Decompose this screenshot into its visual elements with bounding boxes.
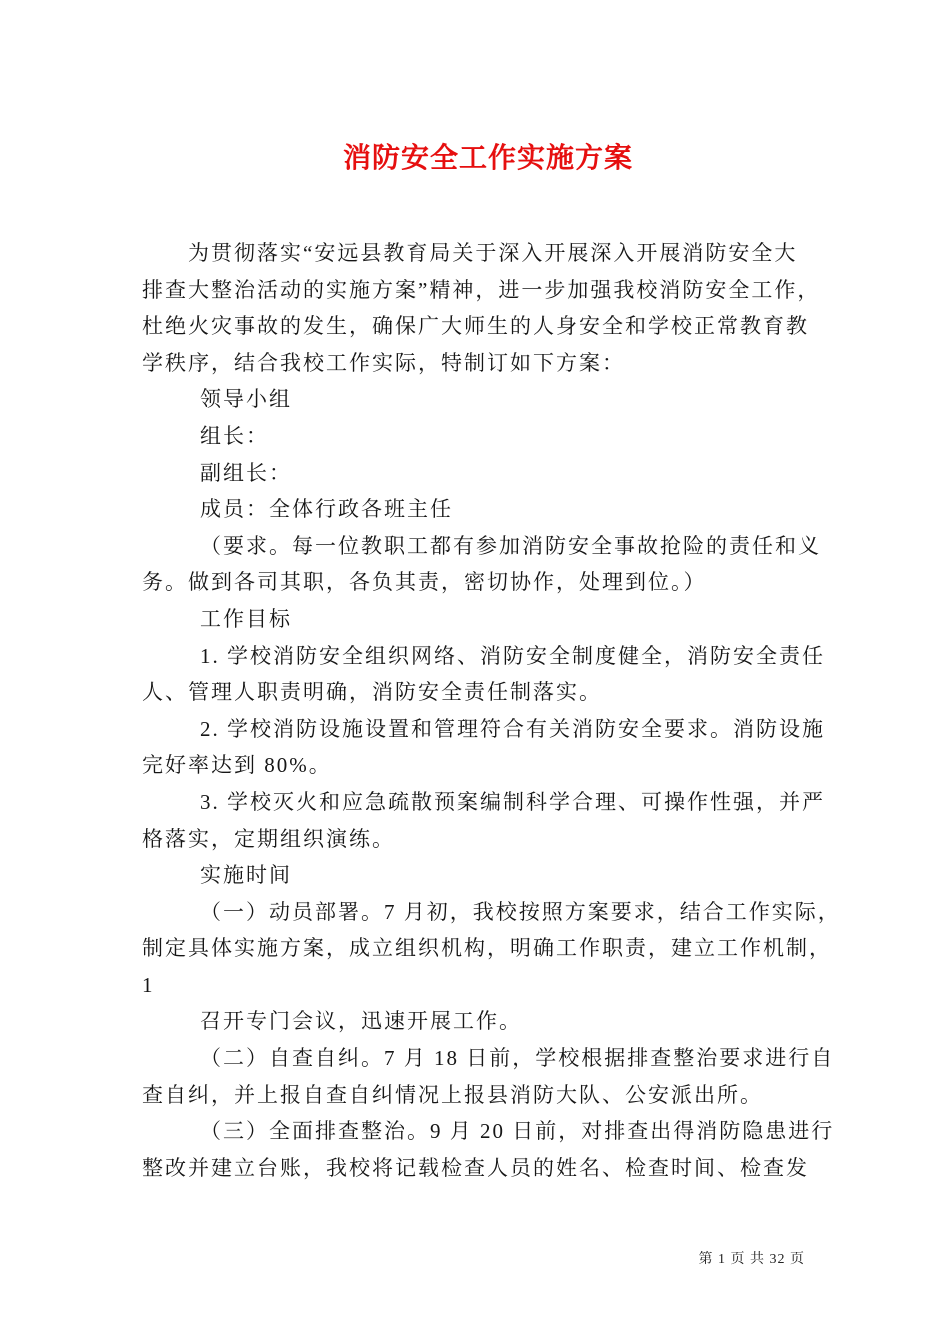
text-line: 实施时间	[200, 863, 292, 888]
text-line: 成员：全体行政各班主任	[200, 497, 453, 522]
text-line: 1. 学校消防安全组织网络、消防安全制度健全，消防安全责任	[200, 643, 825, 668]
text-line: 制定具体实施方案，成立组织机构，明确工作职责，建立工作机制，	[142, 936, 832, 961]
page-number: 第 1 页 共 32 页	[698, 1252, 805, 1267]
text-line: 召开专门会议，迅速开展工作。	[200, 1009, 522, 1034]
text-line: 整改并建立台账，我校将记载检查人员的姓名、检查时间、检查发	[142, 1155, 809, 1180]
text-line: 2. 学校消防设施设置和管理符合有关消防安全要求。消防设施	[200, 716, 825, 741]
text-line: 完好率达到 80%。	[142, 753, 332, 778]
text-line: （要求。每一位教职工都有参加消防安全事故抢险的责任和义	[200, 533, 821, 558]
document-body	[142, 235, 841, 1186]
text-line: （一）动员部署。7 月初，我校按照方案要求，结合工作实际，	[200, 899, 841, 924]
page-footer	[699, 1248, 806, 1268]
text-line: 人、管理人职责明确，消防安全责任制落实。	[142, 680, 602, 705]
text-line: 查自纠，并上报自查自纠情况上报县消防大队、公安派出所。	[142, 1082, 763, 1107]
text-line: 领导小组	[200, 387, 292, 412]
text-line: 格落实，定期组织演练。	[142, 826, 395, 851]
text-line: 为贯彻落实“安远县教育局关于深入开展深入开展消防安全大	[188, 241, 798, 265]
text-line: 副组长：	[200, 460, 292, 485]
text-line: （二）自查自纠。7 月 18 日前，学校根据排查整治要求进行自	[200, 1046, 835, 1071]
text-line: 学秩序，结合我校工作实际，特制订如下方案：	[142, 350, 625, 375]
text-line: 杜绝火灾事故的发生，确保广大师生的人身安全和学校正常教育教	[142, 314, 809, 339]
text-line: 组长：	[200, 423, 269, 448]
document-title: 消防安全工作实施方案	[342, 143, 633, 174]
text-line: 3. 学校灭火和应急疏散预案编制科学合理、可操作性强，并严	[200, 789, 825, 814]
text-line: 工作目标	[200, 606, 292, 631]
text-line: 务。做到各司其职，各负其责，密切协作，处理到位。）	[142, 570, 707, 595]
text-line: （三）全面排查整治。9 月 20 日前，对排查出得消防隐患进行	[200, 1119, 835, 1144]
text-line: 1	[142, 972, 155, 997]
text-line: 排查大整治活动的实施方案”精神，进一步加强我校消防安全工作，	[142, 277, 821, 302]
